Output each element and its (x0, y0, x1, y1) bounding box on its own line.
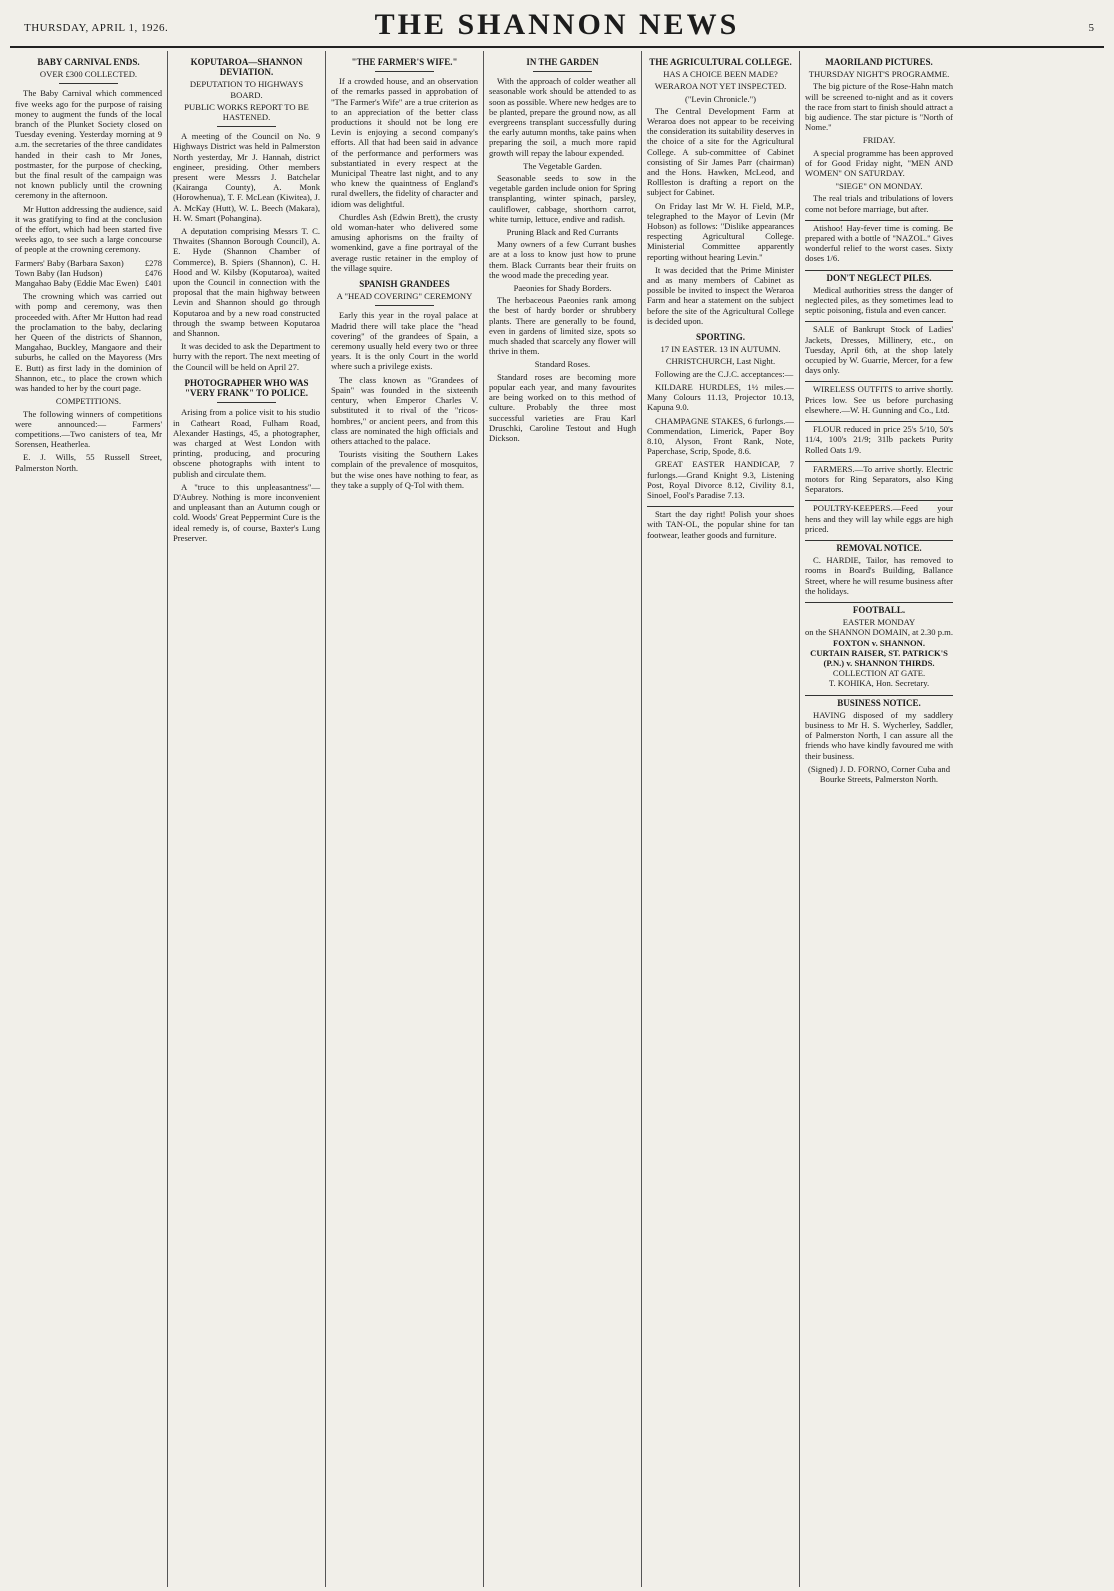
headline-koputaroa: KOPUTAROA—SHANNON DEVIATION. (190, 57, 303, 78)
football-line: on the SHANNON DOMAIN, at 2.30 p.m. (805, 627, 953, 638)
poultry-advert: POULTRY-KEEPERS.—Feed your hens and they will lay while eggs are high priced. (805, 500, 953, 534)
column-5 (642, 51, 800, 1587)
removal-notice-heading: REMOVAL NOTICE. (805, 540, 953, 553)
paragraph: CHAMPAGNE STAKES, 6 furlongs.—Commendation, Limerick, Paper Boy 8.10, Alyson, Front Rank, Note, Paperchase, Scrip, Spode, 8.6. (647, 415, 794, 457)
paragraph: Following are the C.J.C. acceptances:— (655, 368, 794, 379)
dateline: CHRISTCHURCH, Last Night. (665, 356, 776, 367)
source-credit: ("Levin Chronicle.") (685, 93, 756, 104)
business-notice-signature: (Signed) J. D. FORNO, Corner Cuba and Bourke Streets, Palmerston North. (807, 763, 951, 784)
divider (217, 402, 276, 403)
subhead: WERAROA NOT YET INSPECTED. (654, 81, 787, 92)
headline-baby-carnival: BABY CARNIVAL ENDS. (37, 57, 140, 67)
result-row (15, 278, 162, 288)
football-line: FOXTON v. SHANNON. (833, 637, 925, 648)
section-heading: "SIEGE" ON MONDAY. (835, 181, 923, 192)
headline-photographer: PHOTOGRAPHER WHO WAS "VERY FRANK" TO POLICE. (184, 377, 309, 399)
paragraph: Early this year in the royal palace at Madrid there will take place the "head covering" of the grandees of Spain, a ceremony usually held every two or three years. It is the only Court in the world where such a privilege exists. (331, 310, 478, 372)
issue-date: THURSDAY, APRIL 1, 1926. (24, 22, 169, 34)
subhead: HAS A CHOICE BEEN MADE? (663, 69, 778, 80)
section-heading: Standard Roses. (534, 359, 591, 370)
result-name: Mangahao Baby (Eddie Mac Ewen) (15, 278, 139, 289)
columns (10, 51, 1104, 1587)
paragraph: The Baby Carnival which commenced five weeks ago for the purpose of raising money to augment the funds of the local branch of the Plunket Society closed on Tuesday evening. Yesterday morning at 9 a.m. the secretaries of the three candidates handed in their cash to Mr Jones, postmaster, for the purpose of checking, but the final result of the campaign was not known publicly until the crowning ceremony in the afternoon. (15, 88, 162, 201)
subhead: THURSDAY NIGHT'S PROGRAMME. (808, 69, 950, 80)
paragraph: The big picture of the Rose-Hahn match will be screened to-night and as it covers the race from start to finish should attract a big audience. The star picture is "North of Nome." (805, 81, 953, 133)
football-line: EASTER MONDAY (842, 617, 916, 628)
column-6 (800, 51, 958, 1587)
divider (217, 126, 276, 127)
farmers-advert: FARMERS.—To arrive shortly. Electric motors for Ring Separators, also King Separators. (805, 461, 953, 495)
tan-ol-advert: Start the day right! Polish your shoes with TAN-OL, the popular shine for tan footwear, leather goods and furniture. (647, 506, 794, 540)
column-2 (168, 51, 326, 1587)
subhead: A "HEAD COVERING" CEREMONY (336, 291, 473, 302)
paragraph: Tourists visiting the Southern Lakes complain of the prevalence of mosquitos, but the wise ones have nothing to fear, as they take a supply of Q-Tol with them. (331, 449, 478, 490)
subhead: DEPUTATION TO HIGHWAYS BOARD. (189, 79, 304, 100)
newspaper-title: THE SHANNON NEWS (374, 8, 740, 41)
wireless-advert: WIRELESS OUTFITS to arrive shortly. Prices low. See us before purchasing elsewhere.—W. H. Gunning and Co., Ltd. (805, 381, 953, 415)
piles-advert-heading: DON'T NEGLECT PILES. (805, 270, 953, 283)
football-line: COLLECTION AT GATE. (832, 668, 926, 679)
masthead (10, 6, 1104, 48)
paragraph: Churdles Ash (Edwin Brett), the crusty old woman-hater who delivered some amusing aphorisms on the frailty of womenkind, gave a fine portrayal of the average rustic retainer in the employ of the village squire. (331, 211, 478, 273)
headline-sporting: SPORTING. (696, 332, 745, 343)
football-line: CURTAIN RAISER, ST. PATRICK'S (P.N.) v. SHANNON THIRDS. (810, 647, 948, 668)
piles-advert: Medical authorities stress the danger of neglected piles, as they sometimes lead to septic poisoning, fistula and even cancer. (805, 284, 953, 316)
business-notice-heading: BUSINESS NOTICE. (805, 695, 953, 708)
paragraph: The crowning which was carried out with pomp and ceremony, was then proceeded with. After Mr Hutton had read the proclamation to the baby, declaring her Queen of the districts of Shannon, Mangahao, Buckley, Mangaore and their suburbs, he called on the Mayoress (Mrs E. Butt) as first lady in the dominion of Shannon, etc., to place the crown which was handed to her by the court page. (15, 291, 162, 394)
football-heading: FOOTBALL. (805, 602, 953, 615)
headline-spanish-grandees: SPANISH GRANDEES (359, 279, 450, 290)
paragraph: Arising from a police visit to his studio in Catheart Road, Fulham Road, Alexander Hastings, 45, a photographer, was charged at West London with printing, producing, and procuring obscene photographs with intent to publish and circulate them. (173, 407, 320, 479)
paragraph: KILDARE HURDLES, 1½ miles.—Many Colours 11.13, Projector 10.13, Kapuna 9.0. (647, 381, 794, 413)
result-amount: £476 (144, 267, 162, 278)
paragraph: The following winners of competitions were announced:— Farmers' competitions.—Two canisters of tea, Mr Sorensen, Heatherlea. (15, 408, 162, 450)
headline-in-the-garden: IN THE GARDEN (526, 57, 599, 67)
paragraph: The class known as "Grandees of Spain" was founded in the sixteenth century, when Emperor Charles V. substituted it to rival of the "ricos-hombres," or ancient peers, and from this class are nominated the high officials and others attached to the palace. (331, 374, 478, 446)
section-heading: FRIDAY. (862, 135, 896, 146)
section-heading: Paeonies for Shady Borders. (513, 283, 612, 294)
section-heading: Pruning Black and Red Currants (506, 227, 619, 238)
paragraph: The Central Development Farm at Weraroa does not appear to be receiving the consideration its suitability deserves in the choice of a site for the Agricultural College. A sub-committee of Cabinet consisting of Sir James Parr (chairman) and the Hons. Hawken, McLeod, and Rollleston is drafting a report on the subject for Cabinet. (647, 105, 794, 198)
divider (59, 83, 118, 84)
result-amount: £401 (144, 278, 162, 289)
column-4 (484, 51, 642, 1587)
divider (375, 71, 434, 72)
flour-advert: FLOUR reduced in price 25's 5/10, 50's 11/4, 100's 21/9; 31lb packets Purity Rolled Oats 1/9. (805, 421, 953, 455)
football-signature: T. KOHIKA, Hon. Secretary. (828, 678, 930, 689)
bankrupt-sale-advert: SALE of Bankrupt Stock of Ladies' Jackets, Dresses, Millinery, etc., on Tuesday, April 6th, at the shop lately occupied by W. Guarrie, Mercer, for a few days only. (805, 321, 953, 375)
paragraph: If a crowded house, and an observation of the remarks passed in approbation of "The Farmer's Wife" are a true criterion as to an appreciation of the better class productions it should not be long ere Levin is enjoying a second company's efforts. All that had been said in advance of the performance and performers was substantiated in every respect at the Municipal Theatre last night, and to any who knew the quaintness of England's rural dwellers, the fidelity of character and idiom was delightful. (331, 76, 478, 209)
competitions-heading: COMPETITIONS. (55, 396, 122, 407)
paragraph: The herbaceous Paeonies rank among the best of hardy border or shrubbery plants. There are generally to be found, even in gardens of limited size, spots so much shaded that scarcely any flower will thrive in them. (489, 295, 636, 357)
result-name: Farmers' Baby (Barbara Saxon) (15, 257, 124, 268)
result-name: Town Baby (Ian Hudson) (15, 267, 103, 278)
result-amount: £278 (144, 257, 162, 268)
business-notice: HAVING disposed of my saddlery business to Mr H. S. Wycherley, Saddler, of Palmerston North, I can assure all the friends who have kindly favoured me with their business. (805, 709, 953, 761)
page-number: 5 (1088, 22, 1094, 34)
paragraph: A meeting of the Council on No. 9 Highways District was held in Palmerston North yesterday, Mr J. Hannah, district engineer, presiding. Other members present were Messrs J. Batchelar (Kairanga County), A. Monk (Horowhenua), T. F. McLean (Kiwitea), J. A. McKay (Hutt), W. L. Beech (Makara), H. W. Smart (Pohangina). (173, 131, 320, 223)
paragraph: A "truce to this unpleasantness"—D'Aubrey. Nothing is more inconvenient and unpleasant than an Autumn cough or cold. Woods' Great Peppermint Cure is the ideal remedy is, of course, Baxter's Lung Preserver. (173, 481, 320, 543)
paragraph: Many owners of a few Currant bushes are at a loss to know just how to prune them. Black Currants bear their fruits on the wood made the preceding year. (489, 239, 636, 280)
subhead: PUBLIC WORKS REPORT TO BE HASTENED. (184, 101, 309, 123)
subhead: 17 IN EASTER. 13 IN AUTUMN. (660, 344, 781, 355)
headline-maoriland-pictures: MAORILAND PICTURES. (825, 57, 933, 67)
paragraph: On Friday last Mr W. H. Field, M.P., telegraphed to the Mayor of Levin (Mr Hobson) as follows: "Dislike appearances respecting Agricultural College. Ministerial Committee apparently reporting without hearing Levin." (647, 200, 794, 262)
result-row (15, 258, 162, 268)
divider (533, 71, 592, 72)
paragraph: Mr Hutton addressing the audience, said it was gratifying to find at the conclusion of the effort, which had been started five weeks ago, to see such a large concourse of people at the crowning ceremony. (15, 203, 162, 255)
paragraph: GREAT EASTER HANDICAP, 7 furlongs.—Grand Knight 9.3, Listening Post, Royal Divorce 8.12, Civility 8.1, Sinoel, Fool's Paradise 7.13. (647, 459, 794, 500)
nazol-advert: Atishoo! Hay-fever time is coming. Be prepared with a bottle of "NAZOL." Gives wonderful relief to the worst cases. Sixty doses 1/6. (805, 220, 953, 264)
paragraph: It was decided to ask the Department to hurry with the report. The next meeting of the Council will be held on April 27. (173, 341, 320, 372)
headline-farmers-wife: "THE FARMER'S WIFE." (351, 57, 458, 67)
subhead: OVER £300 COLLECTED. (39, 69, 138, 80)
paragraph: The real trials and tribulations of lovers come not before marriage, but after. (805, 193, 953, 214)
section-heading: The Vegetable Garden. (523, 160, 602, 171)
paragraph: Standard roses are becoming more popular each year, and many favourites are being worked on to this method of culture. Probably the three most successful varieties are Frau Karl Druschki, Caroline Testout and Hugh Dickson. (489, 371, 636, 443)
paragraph: A special programme has been approved of for Good Friday night, "MEN AND WOMEN" ON SATURDAY. (805, 147, 953, 179)
paragraph: With the approach of colder weather all seasonable work should be attended to as soon as possible. Where new hedges are to be planted, prepare the ground now, as all evergreens transplant successfully during the early autumn months, take pains when preparing the soil, a much more rapid growth will repay the labour expended. (489, 76, 636, 158)
result-row (15, 268, 162, 278)
column-3 (326, 51, 484, 1587)
paragraph: Seasonable seeds to sow in the vegetable garden include onion for Spring transplanting, winter spinach, parsley, cauliflower, cabbage, shorthorn carrot, white turnip, lettuce, endive and radish. (489, 173, 636, 224)
paragraph: It was decided that the Prime Minister and as many members of Cabinet as possible be invited to inspect the Weraroa Farm and hear a statement on the subject before the site of the Agricultural College is decided upon. (647, 264, 794, 326)
headline-agricultural-college: THE AGRICULTURAL COLLEGE. (649, 57, 792, 67)
results-list (15, 258, 162, 289)
removal-notice: C. HARDIE, Tailor, has removed to rooms in Board's Building, Ballance Street, where he will resume business after the holidays. (805, 555, 953, 596)
paragraph: A deputation comprising Messrs T. C. Thwaites (Shannon Borough Council), A. E. Hyde (Shannon Chamber of Commerce), B. Spiers (Shannon), C. H. Hood and W. Kilsby (Koputaroa), waited upon the Council in connection with the proposal that the main highway between Levin and Shannon should go through Koputaroa and by a new road constructed through the swamp between Koputaroa and Shannon. (173, 226, 320, 339)
signoff: E. J. Wills, 55 Russell Street, Palmerston North. (15, 452, 162, 473)
divider (375, 305, 434, 306)
column-1 (10, 51, 168, 1587)
